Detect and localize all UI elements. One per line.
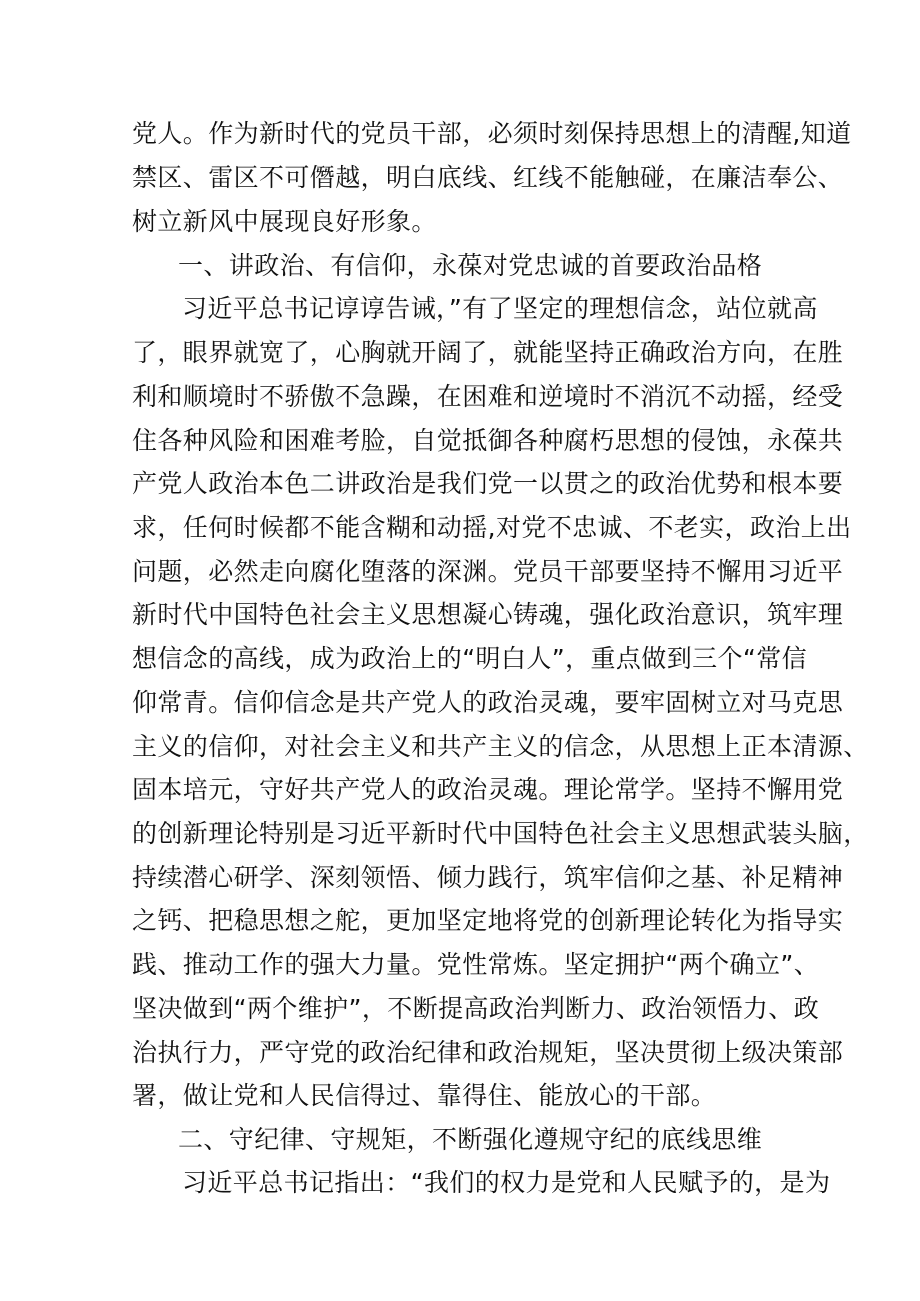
body-text-line: 了，眼界就宽了，心胸就开阔了，就能坚持正确政治方向，在胜	[132, 338, 844, 367]
body-text-line: 党人。作为新时代的党员干部，必须时刻保持思想上的清醒,知道	[132, 119, 852, 148]
body-text-line: 新时代中国特色社会主义思想凝心铸魂，强化政治意识，筑牢理	[132, 600, 844, 629]
body-text-line: 习近平总书记指出：“我们的权力是党和人民赋予的，是为	[182, 1168, 831, 1197]
body-text-line: 问题，必然走向腐化堕落的深渊。党员干部要坚持不懈用习近平	[132, 557, 844, 586]
body-text-line: 坚决做到“两个维护”，不断提高政治判断力、政治领悟力、政	[132, 994, 820, 1023]
body-text-line: 固本培元，守好共产党人的政治灵魂。理论常学。坚持不懈用党	[132, 775, 844, 804]
body-text-line: 习近平总书记谆谆告诫，”有了坚定的理想信念，站位就高	[182, 294, 818, 323]
body-text-line: 禁区、雷区不可僭越，明白底线、红线不能触碰，在廉洁奉公、	[132, 163, 844, 192]
body-text-line: 署，做让党和人民信得过、靠得住、能放心的干部。	[132, 1081, 717, 1110]
section-heading-1: 一、讲政治、有信仰，永葆对党忠诚的首要政治品格	[178, 251, 763, 280]
body-text-line: 主义的信仰，对社会主义和共产主义的信念，从思想上正本清源、	[132, 732, 869, 761]
body-text-line: 的创新理论特别是习近平新时代中国特色社会主义思想武装头脑，	[132, 819, 869, 848]
body-text-line: 产党人政治本色二讲政治是我们党一以贯之的政治优势和根本要	[132, 469, 844, 498]
body-text-line: 求，任何时候都不能含糊和动摇,对党不忠诚、不老实，政治上出	[132, 513, 852, 542]
body-text-line: 持续潜心研学、深刻领悟、倾力践行，筑牢信仰之基、补足精神	[132, 863, 844, 892]
body-text-line: 治执行力，严守党的政治纪律和政治规矩，坚决贯彻上级决策部	[132, 1038, 844, 1067]
body-text-line: 住各种风险和困难考脸，自觉抵御各种腐朽思想的侵蚀，永葆共	[132, 426, 844, 455]
body-text-line: 利和顺境时不骄傲不急躁，在困难和逆境时不消沉不动摇，经受	[132, 382, 844, 411]
body-text-line: 仰常青。信仰信念是共产党人的政治灵魂，要牢固树立对马克思	[132, 688, 844, 717]
section-heading-2: 二、守纪律、守规矩，不断强化遵规守纪的底线思维	[178, 1125, 763, 1154]
body-text-line: 想信念的高线，成为政治上的“明白人”，重点做到三个“常信	[132, 644, 808, 673]
body-text-line: 树立新风中展现良好形象。	[132, 207, 437, 236]
body-text-line: 之钙、把稳思想之舵，更加坚定地将党的创新理论转化为指导实	[132, 906, 844, 935]
body-text-line: 践、推动工作的强大力量。党性常炼。坚定拥护“两个确立”、	[132, 950, 820, 979]
